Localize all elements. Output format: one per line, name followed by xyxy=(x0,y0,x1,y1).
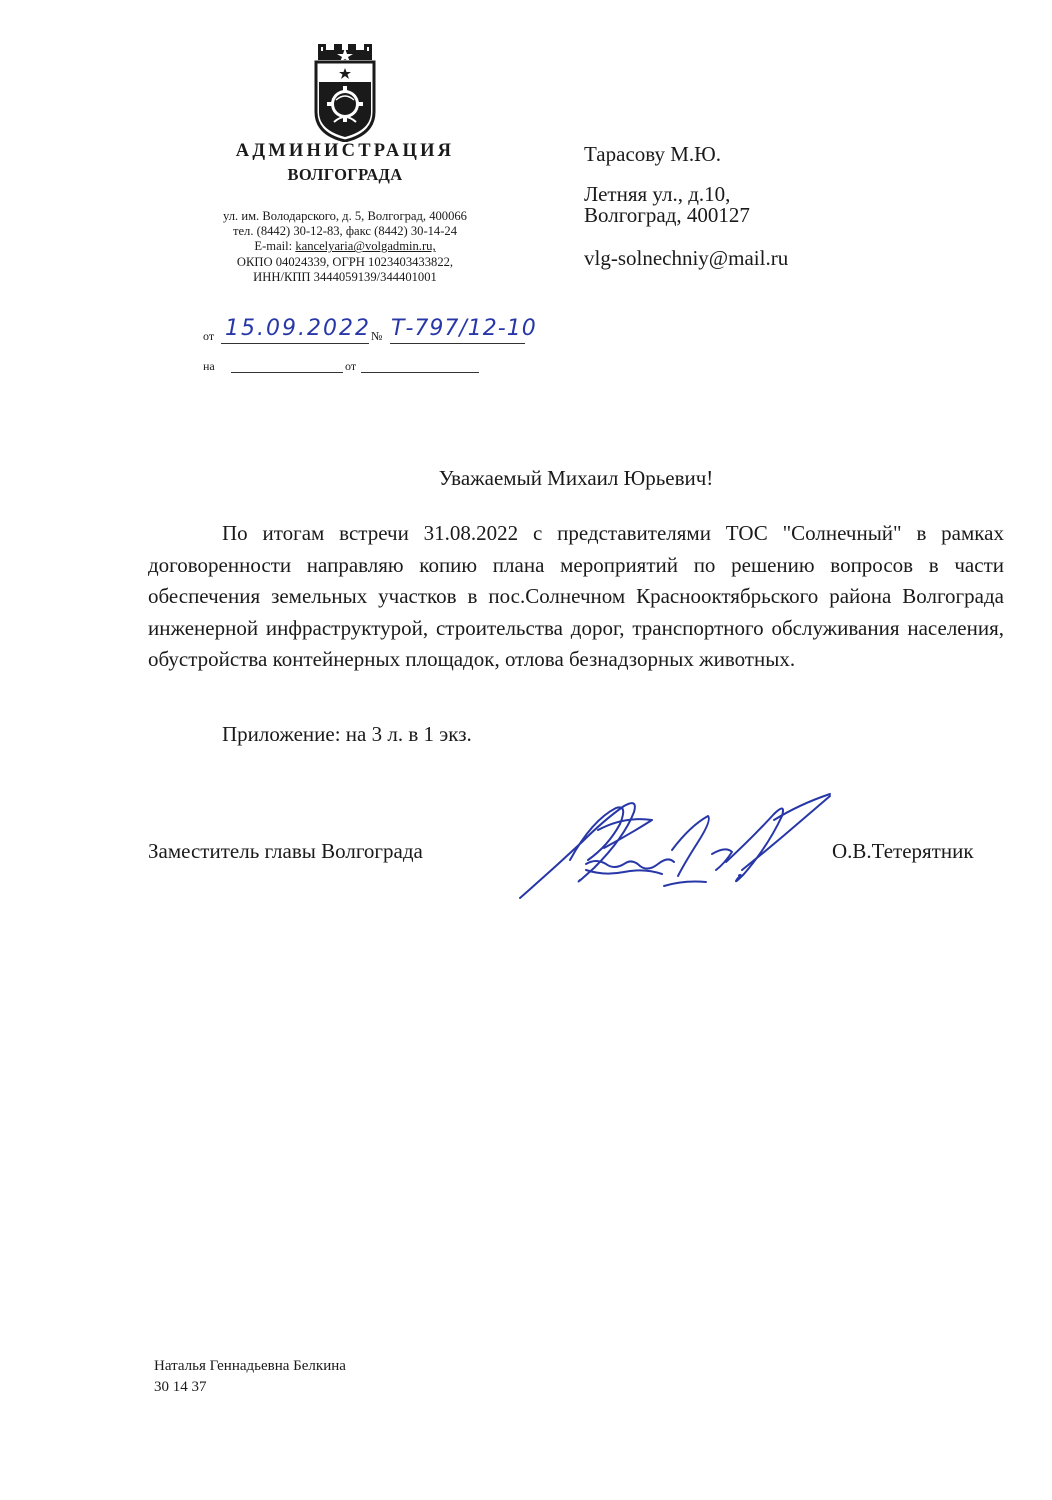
organization-email-link[interactable]: kancelyaria@volgadmin.ru, xyxy=(295,239,436,254)
attachment-note: Приложение: на 3 л. в 1 экз. xyxy=(222,722,472,746)
organization-phones: тел. (8442) 30-12-83, факс (8442) 30-14-24 xyxy=(232,224,458,239)
reference-date-label: от xyxy=(345,359,357,373)
salutation: Уважаемый Михаил Юрьевич! xyxy=(438,466,714,490)
recipient-address-line2: Волгоград, 400127 xyxy=(584,203,750,227)
recipient-address-line1: Летняя ул., д.10, xyxy=(584,182,731,206)
handwritten-number: Т-797/12-10 xyxy=(391,316,537,341)
incoming-reference xyxy=(203,359,503,379)
outgoing-registration xyxy=(203,316,543,348)
organization-email-line xyxy=(185,239,505,254)
date-label: от xyxy=(203,329,215,343)
signatory-name: О.В.Тетерятник xyxy=(832,839,974,863)
organization-title: АДМИНИСТРАЦИЯ xyxy=(235,141,455,161)
volgograd-coat-of-arms-icon xyxy=(312,42,378,142)
executor-phone: 30 14 37 xyxy=(154,1379,207,1395)
letter-body: По итогам встречи 31.08.2022 с представителями ТОС "Солнечный" в рамках договоренности направляю копию плана мероприятий по решению вопросов в части обеспечения земельных участков в пос.Солнечном Краснооктябрьского района Волгограда инженерной инфраструктурой, строительства дорог, транспортного обслуживания населения, обустройства контейнерных площадок, отлова безнадзорных животных. xyxy=(148,521,1004,671)
organization-details xyxy=(185,209,505,285)
reference-label: на xyxy=(203,359,215,373)
date-underline xyxy=(221,343,369,344)
signatory-position: Заместитель главы Волгограда xyxy=(148,839,423,863)
organization-email-label: E-mail: xyxy=(254,239,296,254)
recipient-email[interactable]: vlg-solnechniy@mail.ru xyxy=(584,246,789,270)
reference-date-line xyxy=(361,372,479,373)
handwritten-signature xyxy=(512,790,842,902)
number-label: № xyxy=(371,329,383,343)
number-underline xyxy=(390,343,525,344)
organization-codes: ОКПО 04024339, ОГРН 1023403433822, xyxy=(236,254,454,269)
organization-address: ул. им. Володарского, д. 5, Волгоград, 400066 xyxy=(223,209,467,223)
handwritten-date: 15.09.2022 xyxy=(225,316,371,341)
organization-inn-kpp: ИНН/КПП 3444059139/344401001 xyxy=(253,269,437,284)
organization-city: ВОЛГОГРАДА xyxy=(287,165,403,184)
reference-number-line xyxy=(231,372,343,373)
executor-name: Наталья Геннадьевна Белкина xyxy=(154,1358,346,1374)
recipient-name: Тарасову М.Ю. xyxy=(584,142,721,166)
